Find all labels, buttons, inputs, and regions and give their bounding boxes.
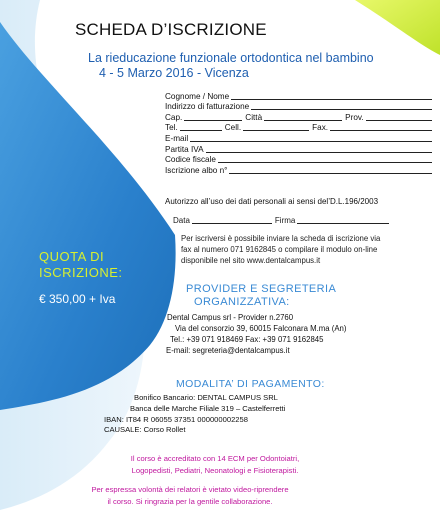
input-fax[interactable]	[330, 123, 432, 131]
input-data[interactable]	[192, 216, 272, 224]
quota-heading	[39, 249, 123, 281]
course-title: La rieducazione funzionale ortodontica nel bambino	[88, 51, 374, 65]
label-data: Data	[173, 216, 190, 225]
form-row-cap-citta-prov	[165, 111, 435, 122]
label-iscrizione-albo: Iscrizione albo n°	[165, 165, 228, 175]
label-cognome-nome: Cognome / Nome	[165, 91, 230, 101]
payment-line: Bonifico Bancario: DENTAL CAMPUS SRL	[134, 393, 278, 402]
provider-line: E-mail: segreteria@dentalcampus.it	[166, 346, 290, 356]
input-cell[interactable]	[243, 123, 309, 131]
payment-heading: MODALITA’ DI PAGAMENTO:	[176, 378, 325, 390]
ecm-line1: Il corso è accreditato con 14 ECM per Odontoiatri,	[130, 454, 300, 463]
label-tel: Tel.	[165, 123, 178, 133]
provider-heading	[186, 283, 336, 309]
form-row-codice-fiscale	[165, 154, 435, 165]
registration-form	[165, 90, 435, 175]
input-cap[interactable]	[184, 113, 242, 121]
form-row-partita-iva	[165, 143, 435, 154]
label-codice-fiscale: Codice fiscale	[165, 155, 216, 165]
input-codice-fiscale[interactable]	[218, 155, 432, 163]
label-partita-iva: Partita IVA	[165, 144, 204, 154]
input-partita-iva[interactable]	[206, 145, 432, 153]
green-corner-wave	[355, 0, 440, 55]
ecm-line2: Logopedisti, Pediatri, Neonatologi e Fisioterapisti.	[131, 465, 299, 475]
video-note	[40, 484, 340, 507]
input-indirizzo[interactable]	[251, 102, 432, 110]
input-prov[interactable]	[366, 113, 432, 121]
provider-line: Dental Campus srl - Provider n.2760	[167, 313, 294, 322]
video-line1: Per espressa volontà dei relatori è vietato video-riprendere	[91, 485, 289, 494]
label-citta: Città	[245, 112, 263, 122]
input-citta[interactable]	[264, 113, 342, 121]
label-email: E-mail	[165, 133, 189, 143]
info-line: disponibile nel sito www.dentalcampus.it	[181, 255, 321, 265]
page-title: SCHEDA D’ISCRIZIONE	[75, 20, 267, 39]
provider-heading-line1: PROVIDER E SEGRETERIA	[186, 283, 337, 295]
label-prov: Prov.	[345, 112, 364, 122]
blue-wave	[0, 22, 176, 410]
label-firma: Firma	[274, 216, 296, 225]
form-row-cognome-nome	[165, 90, 435, 101]
quota-price: € 350,00 + Iva	[39, 292, 116, 306]
provider-heading-line2: ORGANIZZATIVA:	[194, 296, 290, 308]
label-cell: Cell.	[224, 123, 242, 133]
video-line2: il corso. Si ringrazia per la gentile collaborazione.	[107, 496, 273, 506]
input-tel[interactable]	[180, 123, 222, 131]
form-row-iscrizione-albo	[165, 164, 435, 175]
payment-line: CAUSALE: Corso Rollet	[104, 425, 186, 435]
provider-details	[166, 312, 346, 356]
form-row-indirizzo	[165, 101, 435, 112]
info-line: Per iscriversi è possibile inviare la scheda di iscrizione via	[181, 234, 381, 243]
course-date-location: 4 - 5 Marzo 2016 - Vicenza	[99, 66, 249, 80]
input-email[interactable]	[190, 134, 432, 142]
form-row-email	[165, 132, 435, 143]
label-cap: Cap.	[165, 112, 183, 122]
label-indirizzo: Indirizzo di fatturazione	[165, 102, 250, 112]
quota-line1: QUOTA DI	[39, 249, 105, 264]
form-row-tel-cell-fax	[165, 122, 435, 133]
input-cognome-nome[interactable]	[231, 92, 432, 100]
payment-details	[104, 393, 330, 436]
registration-info	[181, 234, 431, 266]
payment-line: Banca delle Marche Filiale 319 – Castelferretti	[130, 403, 286, 413]
provider-line: Via del consorzio 39, 60015 Falconara M.ma (An)	[175, 324, 347, 334]
privacy-consent: Autorizzo all’uso dei dati personali ai sensi del’D.L.196/2003	[165, 197, 379, 206]
ecm-note	[110, 453, 320, 476]
input-firma[interactable]	[297, 216, 389, 224]
info-line: fax al numero 071 9162845 o compilare il modulo on-line	[181, 244, 378, 254]
date-signature-row	[173, 216, 392, 225]
label-fax: Fax.	[312, 123, 329, 133]
quota-line2: ISCRIZIONE:	[39, 265, 123, 280]
payment-line: IBAN: IT84 R 06055 37351 000000002258	[104, 414, 248, 424]
provider-line: Tel.: +39 071 918469 Fax: +39 071 9162845	[170, 335, 324, 345]
input-iscrizione-albo[interactable]	[229, 166, 432, 174]
